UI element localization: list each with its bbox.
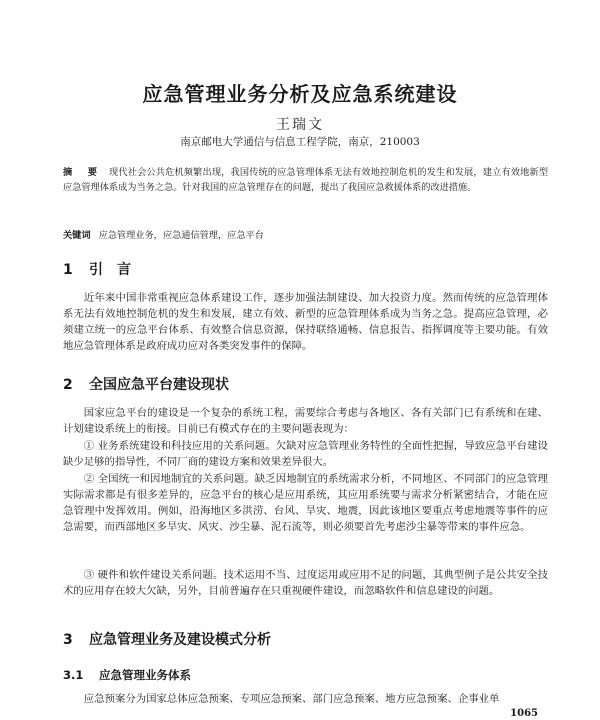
section-title: 应急管理业务及建设模式分析 <box>89 632 271 648</box>
section-2-paragraph-intro: 国家应急平台的建设是一个复杂的系统工程，需要综合考虑与各地区、各有关部门已有系统和在建、计划建设系统上的衔接。目前已有模式存在的主要问题表现为： <box>63 407 548 435</box>
keywords <box>63 229 548 243</box>
abstract <box>63 165 548 195</box>
page-number: 1065 <box>510 708 538 719</box>
author-name: 王瑞文 <box>276 117 324 133</box>
section-2-paragraph-item-2: ② 全国统一和因地制宜的关系问题。缺乏因地制宜的系统需求分析，不同地区、不同部门的应急管理实际需求都是有很多差异的，应急平台的核心是应用系统，其应用系统要与需求分析紧密结合，才能在应急管理中发挥效用。例如，沿海地区多洪涝、台风、旱灾、地震，因此该地区要重点考虑地震等事件的应急需要，而西部地区多旱灾、风灾、沙尘暴、泥石流等，则必须要首先考虑沙尘暴等带来的事件应急。 <box>63 473 548 533</box>
section-title: 引 言 <box>89 262 131 278</box>
paper-title: 应急管理业务分析及应急系统建设 <box>142 82 458 106</box>
subsection-number: 3.1 <box>63 668 84 682</box>
section-number: 3 <box>63 632 73 648</box>
section-heading-2 <box>63 374 229 394</box>
section-heading-1 <box>63 259 131 279</box>
section-heading-3 <box>63 629 271 649</box>
section-number: 2 <box>63 377 73 393</box>
keywords-text: 应急管理业务，应急通信管理，应急平台 <box>98 230 264 241</box>
section-1-paragraph: 近年来中国非常重视应急体系建设工作，逐步加强法制建设、加大投资力度。然而传统的应急管理体系无法有效地控制危机的发生和发展，建立有效、新型的应急管理体系成为当务之急。提高应急管理，必须建立统一的应急平台体系、有效整合信息资源，保持联络通畅、信息报告、指挥调度等主要功能。有效地应急管理体系是政府成功应对各类突发事件的保障。 <box>63 292 548 352</box>
section-2-paragraph-item-1: ① 业务系统建设和科技应用的关系问题。欠缺对应急管理业务特性的全面性把握，导致应急平台建设缺少足够的指导性，不同厂商的建设方案和效果差异很大。 <box>63 440 548 468</box>
section-3-1-paragraph: 应急预案分为国家总体应急预案、专项应急预案、部门应急预案、地方应急预案、企事业单 <box>83 693 500 705</box>
keywords-label: 关键词 <box>63 230 91 241</box>
section-2-paragraph-item-3: ③ 硬件和软件建设关系问题。技术运用不当、过度运用或应用不足的问题，其典型例子是公共安全技术的应用存在较大欠缺，另外，目前普遍存在只重视硬件建设，而忽略软件和信息建设的问题。 <box>63 569 548 597</box>
section-title: 全国应急平台建设现状 <box>89 377 229 393</box>
author-affiliation: 南京邮电大学通信与信息工程学院，南京，210003 <box>180 136 420 148</box>
abstract-text: 现代社会公共危机频繁出现，我国传统的应急管理体系无法有效地控制危机的发生和发展，建立有效地新型应急管理体系成为当务之急。针对我国的应急管理存在的问题，提出了我国应急救援体系的改进措施。 <box>63 167 549 193</box>
abstract-label: 摘 要 <box>63 167 104 178</box>
subsection-title: 应急管理业务体系 <box>99 668 191 682</box>
section-number: 1 <box>63 262 73 278</box>
subsection-heading-3-1 <box>63 667 191 683</box>
